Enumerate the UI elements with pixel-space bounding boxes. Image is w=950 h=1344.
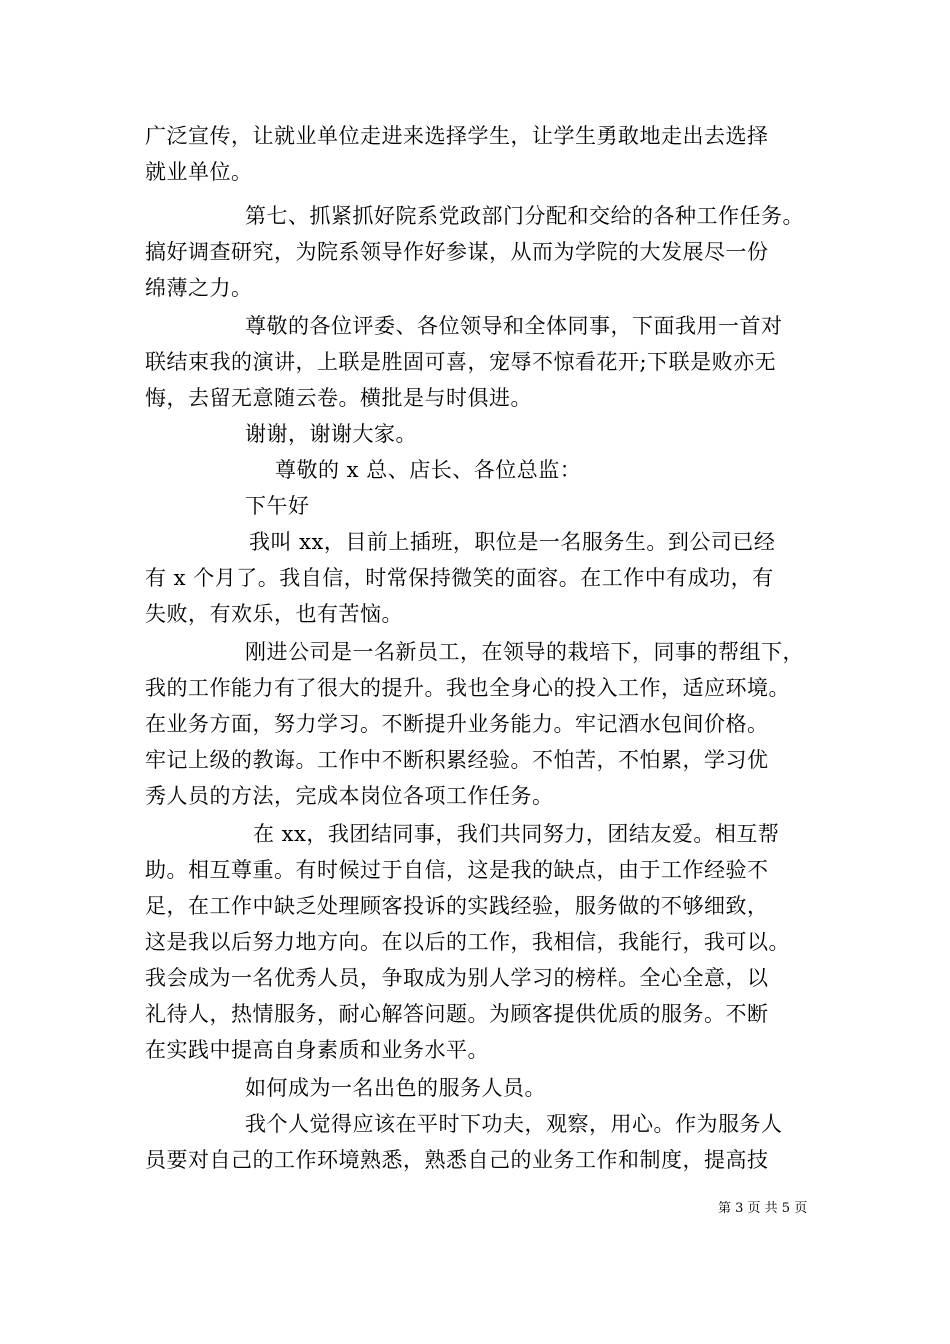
text-line: 员要对自己的工作环境熟悉，熟悉自己的业务工作和制度，提高技 <box>145 1148 769 1172</box>
text-line: 有 x 个月了。我自信，时常保持微笑的面容。在工作中有成功，有 <box>145 566 774 590</box>
text-line: 广泛宣传，让就业单位走进来选择学生，让学生勇敢地走出去选择 <box>145 124 769 148</box>
text-line: 第七、抓紧抓好院系党政部门分配和交给的各种工作任务。 <box>245 204 804 228</box>
text-line: 谢谢，谢谢大家。 <box>245 422 417 446</box>
text-line: 我叫 xx，目前上插班，职位是一名服务生。到公司已经 <box>249 530 776 554</box>
text-line: 搞好调查研究，为院系领导作好参谋，从而为学院的大发展尽一份 <box>145 240 769 264</box>
text-line: 牢记上级的教诲。工作中不断积累经验。不怕苦，不怕累，学习优 <box>145 748 769 772</box>
text-line: 在 xx，我团结同事，我们共同努力，团结友爱。相互帮 <box>253 822 780 846</box>
text-line: 如何成为一名出色的服务人员。 <box>245 1076 546 1100</box>
text-line: 下午好 <box>245 494 310 518</box>
text-line: 刚进公司是一名新员工，在领导的栽培下，同事的帮组下， <box>245 640 804 664</box>
text-line: 我的工作能力有了很大的提升。我也全身心的投入工作，适应环境。 <box>145 676 790 700</box>
text-line: 我会成为一名优秀人员，争取成为别人学习的榜样。全心全意，以 <box>145 966 769 990</box>
text-line: 就业单位。 <box>145 160 253 184</box>
text-line: 悔，去留无意随云卷。横批是与时俱进。 <box>145 386 532 410</box>
text-line: 在业务方面，努力学习。不断提升业务能力。牢记酒水包间价格。 <box>145 712 769 736</box>
text-line: 我个人觉得应该在平时下功夫，观察，用心。作为服务人 <box>245 1112 783 1136</box>
text-line: 礼待人，热情服务，耐心解答问题。为顾客提供优质的服务。不断 <box>145 1002 769 1026</box>
text-line: 这是我以后努力地方向。在以后的工作，我相信，我能行，我可以。 <box>145 930 790 954</box>
text-line: 足，在工作中缺乏处理顾客投诉的实践经验，服务做的不够细致， <box>145 894 769 918</box>
text-line: 在实践中提高自身素质和业务水平。 <box>145 1038 489 1062</box>
text-line: 联结束我的演讲，上联是胜固可喜，宠辱不惊看花开;下联是败亦无 <box>145 350 777 374</box>
text-line: 尊敬的 x 总、店长、各位总监： <box>275 458 582 482</box>
text-line: 秀人员的方法，完成本岗位各项工作任务。 <box>145 784 554 808</box>
text-line: 失败，有欢乐，也有苦恼。 <box>145 602 403 626</box>
text-line: 尊敬的各位评委、各位领导和全体同事，下面我用一首对 <box>245 314 783 338</box>
page-number: 第 3 页 共 5 页 <box>718 1201 808 1216</box>
text-line: 绵薄之力。 <box>145 276 253 300</box>
text-line: 助。相互尊重。有时候过于自信，这是我的缺点，由于工作经验不 <box>145 858 769 882</box>
